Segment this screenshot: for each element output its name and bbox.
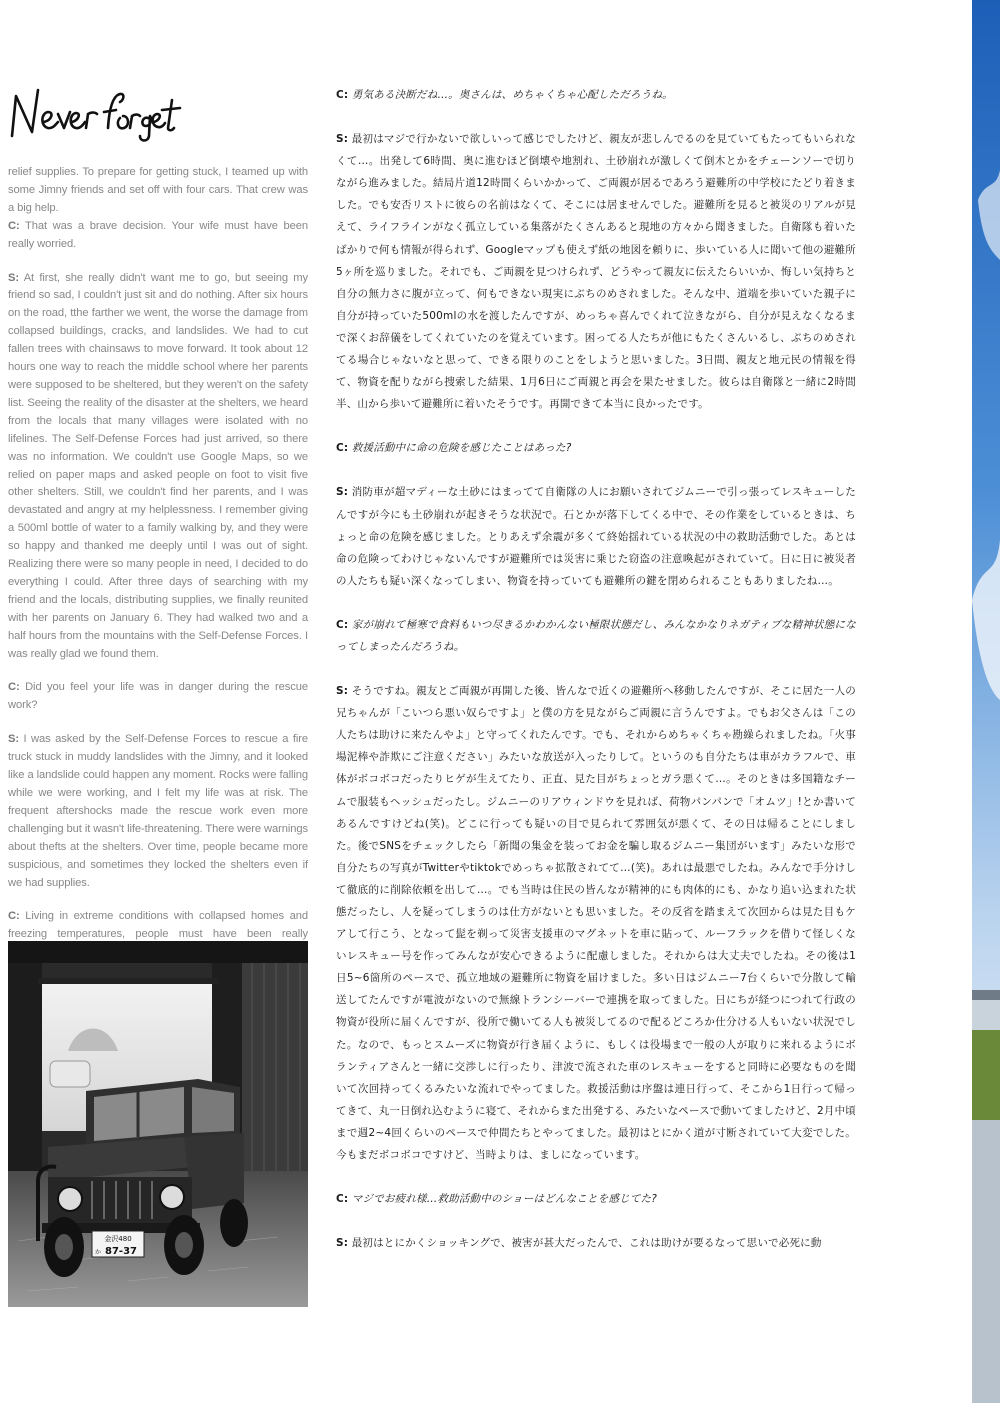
speaker-label: S: <box>336 486 349 499</box>
ja-question <box>336 437 856 459</box>
en-paragraph <box>8 218 308 254</box>
en-paragraph: relief supplies. To prepare for getting stuck, I teamed up with some Jimny friends and set off with four cars. That crew was a big help. <box>8 166 308 214</box>
speaker-label: C: <box>336 1193 349 1206</box>
en-text: Did you feel your life was in danger during the rescue work? <box>8 681 308 712</box>
speaker-label: C: <box>8 681 20 694</box>
en-paragraph <box>8 270 308 664</box>
en-text: At first, she really didn't want me to go, but seeing my friend so sad, I couldn't just sit and do nothing. After six hours on the road, tthe farther we went, the worse the damage from collapsed buildings, cracks, and landslides. We had to cut fallen trees with chainsaws to move forward. It took about 12 hours one way to reach the middle school where her parents were supposed to be sheltered, but they weren't on the safety list. Seeing the reality of the disaster at the shelters, we heard from the locals that many villages were isolated with no lifelines. The Self-Defense Forces had just arrived, so there was no information. We couldn't use Google Maps, so we relied on paper maps and asked people on foot to visit five other shelters. Still, we couldn't find her parents, and I was devastated and angry at my helplessness. I remember giving a 500ml bottle of water to a family walking by, and they were so happy and thanked me deeply until I was out of sight. Realizing there were so many people in need, I decided to do everything I could. After three days of searching with my friend and the locals, distributing supplies, we finally reunited with her parents on January 6. They had walked two and a half hours from the mountains with the Self-Defense Forces. I was really glad we found them. <box>8 271 308 660</box>
plate-hiragana: か <box>94 1249 102 1256</box>
speaker-label: S: <box>8 271 19 284</box>
japanese-article-column <box>336 84 856 1318</box>
ja-text: 勇気ある決断だね…。奥さんは、めちゃくちゃ心配しただろうね。 <box>348 89 673 101</box>
ja-text: マジでお疲れ様…救助活動中のショーはどんなことを感じてた? <box>348 1193 658 1206</box>
speaker-label: S: <box>8 733 19 746</box>
plate-number: 87-37 <box>105 1246 137 1257</box>
speaker-label: C: <box>8 910 20 923</box>
en-text: Living in extreme conditions with collapsed homes and freezing temperatures, people must have been really <box>8 910 308 941</box>
english-article-column <box>8 164 308 962</box>
ja-question <box>336 614 856 658</box>
en-text: That was a brave decision. Your wife must have been really worried. <box>8 219 308 250</box>
ja-text: 消防車が超マディーな土砂にはまってて自衛隊の人にお願いされてジムニーで引っ張ってレスキューしたんですが今にも土砂崩れが起きそうな状況で。石とかが落下してくる中で、その作業をしているときは、ちょっと命の危険を感じました。とりあえず余震が多くて終始揺れている状況の中の救助活動でした。あとは命の危険ってわけじゃないんですが避難所では災害に乗じた窃盗の注意喚起がされていて。日に日に被災者の人たちも疑い深くなってしまい、物資を持っていても避難所の鍵を閉められることもありましたね…。 <box>336 486 856 587</box>
ja-answer <box>336 680 856 1166</box>
speaker-label: S: <box>336 133 349 146</box>
ja-question <box>336 84 856 106</box>
adjacent-page-photo <box>972 0 1000 1403</box>
ja-text: 救援活動中に命の危険を感じたことはあった? <box>348 442 572 455</box>
ja-answer <box>336 128 856 415</box>
plate-line1: 金沢480 <box>104 1235 132 1243</box>
ja-question <box>336 1188 856 1210</box>
en-paragraph <box>8 679 308 715</box>
ja-answer <box>336 1232 856 1254</box>
speaker-label: S: <box>336 1237 349 1250</box>
ja-text: 最初はとにかくショッキングで、被害が甚大だったんで、これは助けが要るなって思いで必死に動 <box>348 1237 822 1250</box>
en-text: I was asked by the Self-Defense Forces to rescue a fire truck stuck in muddy landslides with the Jimny, and it looked like a landslide could happen any moment. Rocks were falling while we were working, and I felt my life was at risk. The frequent aftershocks made the rescue work even more challenging but it wasn't life-threatening. There were warnings about thefts at the shelters. Over time, people became more suspicious, and sometimes they locked the shelters even if we had supplies. <box>8 733 308 889</box>
ja-text: 最初はマジで行かないで欲しいって感じでしたけど、親友が悲しんでるのを見ていてもたってもいられなくて…。出発して6時間、奥に進むほど倒壊や地割れ、土砂崩れが激しくて倒木とかをチェーンソーで切りながら進みました。結局片道12時間くらいかかって、ご両親が居るであろう避難所の中学校にたどり着きました。でも安否リストに彼らの名前はなくて、そこには居ませんでした。避難所を見ると被災のリアルが見えて、ライフラインがなく孤立している集落がたくさんあると現地の方々から聞きました。自衛隊も着いたばかりで何も情報が得られず、Googleマップも使えず紙の地図を頼りに、歩いている人に聞いて他の避難所5ヶ所を巡りました。それでも、ご両親を見つけられず、どうやって親友に伝えたらいいか、悔しい気持ちと自分の無力さに腹が立って、何もできない現実にぶちのめされました。そんな中、道端を歩いていた親子に自分が持っていた500mlの水を渡したんですが、めっちゃ喜んでくれて泣きながら、自分が見えなくなるまで深くお辞儀をしてくれていたのを覚えています。困ってる人たちが他にもたくさんいるし、ぶちのめされてる場合じゃないなと思って、できる限りのことをしようと思いました。3日間、親友と地元民の情報を得て、物資を配りながら捜索した結果、1月6日にご両親と再会を果たせました。彼らは自衛隊と一緒に2時間半、山から歩いて避難所に着いたそうです。再開できて本当に良かったです。 <box>336 133 856 411</box>
speaker-label: S: <box>336 685 349 698</box>
jimny-barn-photo <box>8 941 308 1307</box>
speaker-label: C: <box>8 219 20 232</box>
ja-answer <box>336 481 856 591</box>
never-forget-logo <box>8 78 188 144</box>
ja-text: 家が崩れて極寒で食料もいつ尽きるかわかんない極限状態だし、みんなかなりネガティブな精神状態になってしまったんだろうね。 <box>336 618 856 653</box>
en-paragraph <box>8 731 308 892</box>
speaker-label: C: <box>336 442 349 455</box>
speaker-label: C: <box>336 89 349 101</box>
ja-text: そうですね。親友とご両親が再開した後、皆んなで近くの避難所へ移動したんですが、そこに居た一人の兄ちゃんが「こいつら悪い奴らですよ」と僕の方を見ながらご両親に言うんですよ。でもお父さんは「この人たちは助けに来たんやよ」と守ってくれたんです。でも、それからめちゃくちゃ勘繰られましたね。「火事場泥棒や詐欺にご注意ください」みたいな放送が入ったりして。というのも自分たちは車がカラフルで、車体がボコボコだったりヒゲが生えてたり、正直、見た目がちょっとガラ悪くて…。そのときは多国籍なチームで服装もヘッシュだったし。ジムニーのリアウィンドウを見れば、荷物パンパンで「オムツ」!とか書いてあるんですけどね(笑)。どこに行っても疑いの目で見られて雰囲気が悪くて、その日は帰ることにしました。後でSNSをチェックしたら「新聞の集金を装ってお金を騙し取るジムニー集団がいます」みたいな形で自分たちの写真がTwitterやtiktokでめっちゃ拡散されてて…(笑)。あれは最悪でしたね。みんなで手分けして徹底的に削除依頼を出して…。でも当時は住民の皆んなが精神的にも肉体的にも、かなり追い込まれた状態だったし、人を疑ってしまうのは仕方がないとも思いました。その反省を踏まえて次回からは見た目もケアして行こう、となって髭を剃って災害支援車のマグネットを車に貼って、ルーフラックを借りて怪しくないレスキュー号を作ってみんなが安心できるように配慮しました。それからは大丈夫でしたね。その後は1日5~6箇所のペースで、孤立地域の避難所に物資を届けました。多い日はジムニー7台くらいで分散して輸送してたんですが電波がないので無線トランシーバーで連携を取ってました。日にちが経つにつれて行政の物資が役所に届くんですが、役所で働いてる人も被災してるので配るどころか仕分ける人もいない状況でした。なので、もっとスムーズに物資が行き届くように、もしくは役場まで一般の人が取りに来れるようにボランティアさんと一緒に交渉しに行ったり、津波で流された車のレスキューをすると同時に必要なものを聞いて次回持ってくるみたいな流れでやってました。救援活動は序盤は連日行って、そこから1日行って帰ってきて、丸一日倒れ込むように寝て、それからまた出発する、みたいなペースで動いてましたけど、2月中頃まで週2~4回くらいのペースで仲間たちとやってました。最初はとにかく道が寸断されていて大変でした。今もまだボコボコですけど、当時よりは、ましになっています。 <box>336 685 856 1162</box>
speaker-label: C: <box>336 618 349 631</box>
